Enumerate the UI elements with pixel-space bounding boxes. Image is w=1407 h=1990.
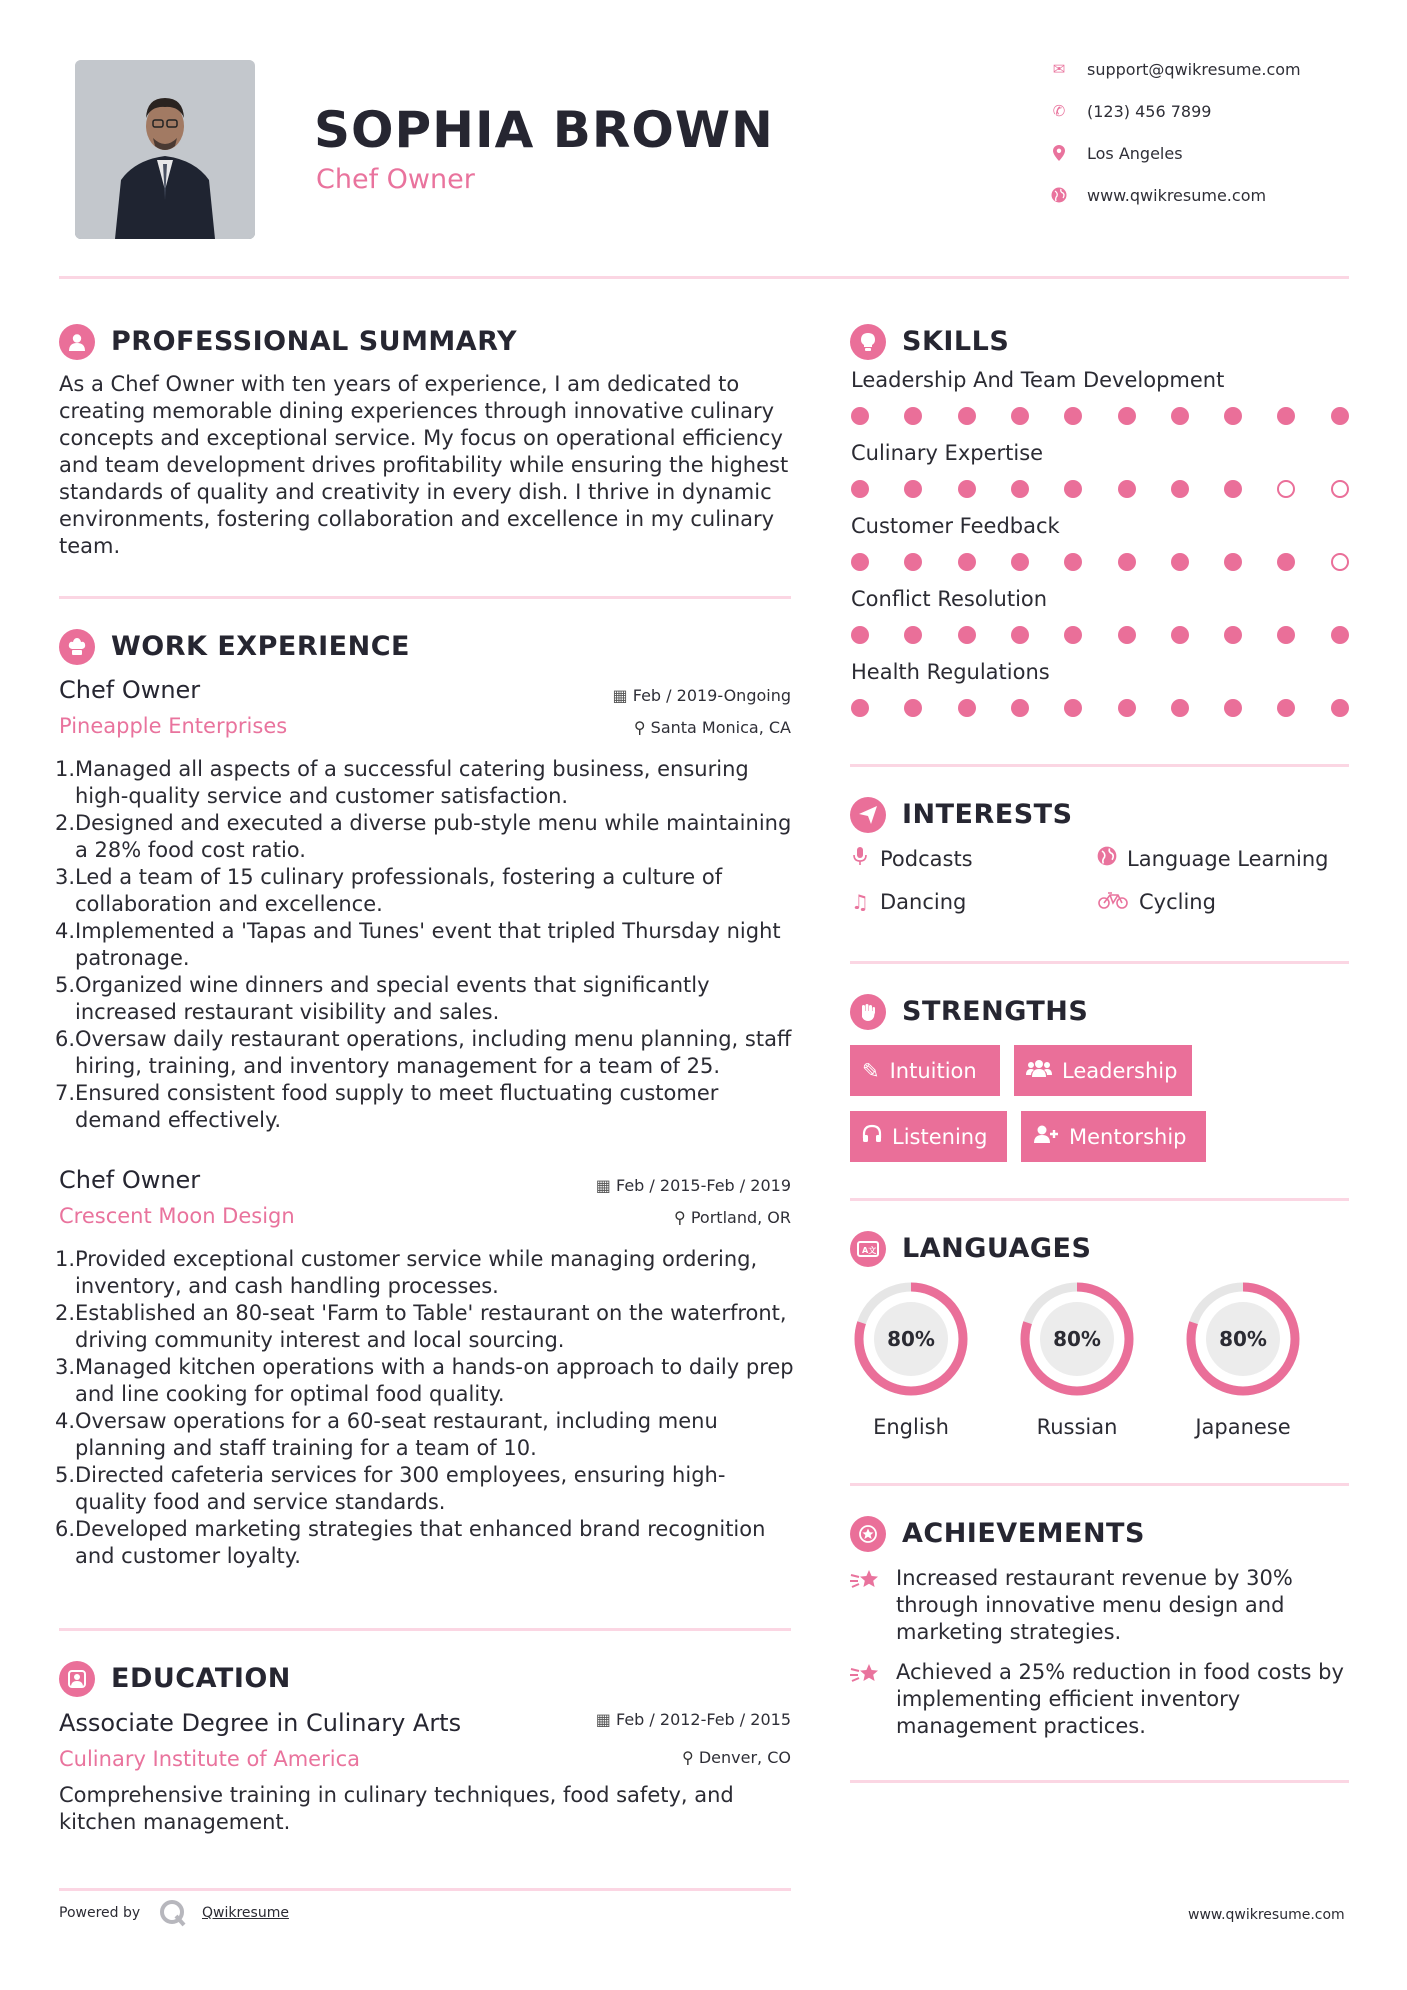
job-duty-text: Led a team of 15 culinary professionals, fostering a culture of collaboration and excellence. [75,865,723,916]
job-duty-item [55,918,795,972]
job-company: Pineapple Enterprises [59,714,288,738]
job-duty-item [55,1516,795,1570]
skill-rating-dot [1277,553,1295,571]
skill-rating-dot [1064,553,1082,571]
skill-rating-dot [1171,407,1189,425]
job-location [580,1208,791,1227]
language-progress-ring [1182,1278,1304,1400]
strength-label: Mentorship [1069,1124,1187,1149]
list-number: 3. [55,865,76,889]
interest-dancing [850,890,966,914]
job-duty-item [55,1026,795,1080]
phone-icon: ✆ [1052,102,1066,120]
skill-rating-dot [1064,407,1082,425]
language-progress-ring [1016,1278,1138,1400]
strengths-divider [850,1198,1349,1201]
job-duty-item [55,972,795,1026]
job-title: Chef Owner [59,676,201,704]
education-location-text: Denver, CO [698,1748,791,1767]
education-text: Comprehensive training in culinary techniques, food safety, and kitchen management. [59,1783,734,1834]
skill-rating-dot [1224,699,1242,717]
skill-label: Culinary Expertise [851,441,1044,465]
map-pin-icon [1050,144,1068,162]
job-duty-item [55,756,795,810]
skill-rating-dot [1224,626,1242,644]
skill-rating-dot [1277,407,1295,425]
job-duty-text: Developed marketing strategies that enhanced brand recognition and customer loyalty. [75,1517,766,1568]
language-percent: 80% [1219,1327,1267,1351]
user-icon [59,324,95,360]
graduate-icon [59,1661,95,1697]
interest-podcasts [850,846,973,871]
paper-plane-icon [850,797,886,833]
skill-rating-dot [1064,699,1082,717]
skill-rating-dot [1331,626,1349,644]
achievements-divider [850,1780,1349,1783]
skill-rating-dot [1011,480,1029,498]
experience-divider [59,1628,791,1631]
shooting-star-icon [850,1661,882,1693]
job-duties-list [55,756,795,1134]
pushpin-icon: ⚲ [633,718,646,737]
job-duty-text: Established an 80-seat 'Farm to Table' restaurant on the waterfront, driving community interest and local sourcing. [75,1301,787,1352]
job-duty-text: Oversaw operations for a 60-seat restaurant, including menu planning and staff training for a team of 10. [75,1409,718,1460]
skill-rating-dot [1118,480,1136,498]
job-company: Crescent Moon Design [59,1204,295,1228]
job-dates [560,1176,791,1195]
job-duty-text: Organized wine dinners and special events that significantly increased restaurant visibility and sales. [75,973,710,1024]
id-card-icon [850,1231,886,1267]
job-location-text: Santa Monica, CA [650,718,791,737]
job-location-text: Portland, OR [690,1208,791,1227]
svg-text:A文: A文 [862,1246,877,1255]
skill-rating-dot [1224,553,1242,571]
list-number: 1. [55,757,76,781]
skill-label: Conflict Resolution [851,587,1048,611]
job-duty-text: Oversaw daily restaurant operations, including menu planning, staff hiring, training, and inventory management for a team of 25. [75,1027,792,1078]
interest-language-learning [1097,846,1328,871]
users-icon [1026,1058,1052,1083]
skill-rating-dot [1224,480,1242,498]
language-percent: 80% [1053,1327,1101,1351]
education-divider [59,1888,791,1891]
chef-hat-icon [59,629,95,665]
job-title: Chef Owner [59,1166,201,1194]
interest-label: Podcasts [880,846,973,871]
list-number: 2. [55,811,76,835]
fist-icon [850,994,886,1030]
list-number: 2. [55,1301,76,1325]
skill-rating-dot [851,699,869,717]
job-duty-text: Managed all aspects of a successful catering business, ensuring high-quality service and customer satisfaction. [75,757,749,808]
skill-rating-dot [1011,407,1029,425]
skill-label: Customer Feedback [851,514,1060,538]
skill-rating-dot [904,407,922,425]
skill-rating-dot [1118,626,1136,644]
skill-rating-dot [1011,553,1029,571]
education-dates [560,1710,791,1729]
shooting-star-icon [850,1567,882,1599]
user-plus-icon [1033,1124,1059,1149]
job-duties-list [55,1246,795,1570]
strength-label: Leadership [1062,1058,1178,1083]
skill-rating-dot [851,626,869,644]
candidate-role: Chef Owner [316,164,475,195]
skill-rating-dot [1331,407,1349,425]
footer-brand-link[interactable]: Qwikresume [202,1905,289,1921]
achievement-item: Achieved a 25% reduction in food costs by implementing efficient inventory management practices. [896,1660,1344,1738]
job-duty-item [55,1246,795,1300]
footer-url[interactable]: www.qwikresume.com [1188,1907,1345,1923]
list-number: 1. [55,1247,76,1271]
summary-text: As a Chef Owner with ten years of experience, I am dedicated to creating memorable dining experiences through innovative culinary concepts and exceptional service. My focus on operational efficiency and team development drives profitability while ensuring the highest standards of quality and creativity in every dish. I thrive in dynamic environments, fostering collaboration and excellence in my culinary team. [59,372,789,558]
profile-photo [75,60,255,239]
pushpin-icon: ⚲ [682,1748,694,1767]
skill-rating-dot [851,407,869,425]
skill-rating-dot [958,626,976,644]
skill-rating-dot [1118,407,1136,425]
job-duty-item [55,1080,795,1134]
list-number: 6. [55,1027,76,1051]
list-number: 5. [55,1463,76,1487]
skill-rating-dot [1277,699,1295,717]
job-dates [580,686,791,705]
skill-rating-dot [1011,699,1029,717]
job-dates-text: Feb / 2019-Ongoing [632,686,791,705]
interest-label: Cycling [1139,890,1216,914]
skill-rating-dot [1277,626,1295,644]
skill-rating-dot [1118,699,1136,717]
skill-rating-dot [1011,626,1029,644]
job-duty-text: Designed and executed a diverse pub-style menu while maintaining a 28% food cost ratio. [75,811,792,862]
job-location [580,718,791,737]
skill-rating-dot [1224,407,1242,425]
skill-rating-dot [904,480,922,498]
skill-label: Health Regulations [851,660,1050,684]
experience-heading: WORK EXPERIENCE [111,631,410,662]
contact-website[interactable]: www.qwikresume.com [1087,186,1267,205]
skill-rating-dot [1331,480,1349,498]
contact-email[interactable]: support@qwikresume.com [1087,60,1301,79]
magic-wand-icon: ✎ [862,1058,880,1083]
calendar-icon: ▦ [595,1710,611,1729]
strength-label: Intuition [889,1058,977,1083]
summary-heading: PROFESSIONAL SUMMARY [111,326,518,357]
interests-divider [850,961,1349,964]
education-dates-text: Feb / 2012-Feb / 2015 [616,1710,791,1729]
job-duty-item [55,1462,795,1516]
strength-chip-intuition [850,1045,1000,1096]
skill-rating-dot [958,480,976,498]
skill-rating-dot [851,553,869,571]
strength-chip-mentorship [1021,1111,1206,1162]
skills-heading: SKILLS [902,326,1010,357]
list-number: 3. [55,1355,76,1379]
skill-rating-dot [958,699,976,717]
skill-rating-dot [904,553,922,571]
job-duty-text: Managed kitchen operations with a hands-on approach to daily prep and line cooking for optimal food quality. [75,1355,794,1406]
achievements-heading: ACHIEVEMENTS [902,1518,1145,1549]
contact-location: Los Angeles [1087,144,1183,163]
skill-rating-dot [904,699,922,717]
job-duty-item [55,810,795,864]
language-name: Japanese [1195,1415,1291,1439]
footer-powered-by: Powered by [59,1905,141,1921]
skill-rating-dot [958,553,976,571]
skill-rating-dot [851,480,869,498]
job-duty-text: Provided exceptional customer service while managing ordering, inventory, and cash handling processes. [75,1247,758,1298]
achievement-item: Increased restaurant revenue by 30% through innovative menu design and marketing strategies. [896,1566,1293,1644]
header-divider [59,276,1349,279]
list-number: 7. [55,1081,76,1105]
interest-cycling [1097,890,1216,914]
language-progress-ring [850,1278,972,1400]
list-number: 5. [55,973,76,997]
job-duty-item [55,1300,795,1354]
qwikresume-logo-icon [158,1898,188,1928]
list-number: 4. [55,919,76,943]
job-duty-item [55,1354,795,1408]
job-duty-item [55,864,795,918]
languages-heading: LANGUAGES [902,1233,1092,1264]
language-name: Russian [1036,1415,1118,1439]
skill-rating-dot [958,407,976,425]
skill-label: Leadership And Team Development [851,368,1225,392]
skill-rating-dot [1171,480,1189,498]
job-dates-text: Feb / 2015-Feb / 2019 [616,1176,791,1195]
degree-title: Associate Degree in Culinary Arts [59,1709,462,1737]
calendar-icon: ▦ [595,1176,611,1195]
education-location [580,1748,791,1767]
skill-rating-dot [904,626,922,644]
globe-icon [1050,186,1068,204]
list-number: 4. [55,1409,76,1433]
music-note-icon: ♫ [851,890,869,914]
job-duty-text: Directed cafeteria services for 300 employees, ensuring high-quality food and service standards. [75,1463,726,1514]
languages-divider [850,1483,1349,1486]
language-name: English [873,1415,949,1439]
summary-divider [59,596,791,599]
interests-heading: INTERESTS [902,799,1073,830]
school-name: Culinary Institute of America [59,1747,360,1771]
globe-icon [1097,846,1117,871]
job-duty-text: Ensured consistent food supply to meet fluctuating customer demand effectively. [75,1081,719,1132]
bicycle-icon [1097,890,1129,914]
skill-rating-dot [1118,553,1136,571]
microphone-icon [850,846,870,871]
star-badge-icon [850,1516,886,1552]
skill-rating-dot [1171,699,1189,717]
envelope-icon: ✉ [1052,60,1066,78]
skill-rating-dot [1171,626,1189,644]
strengths-heading: STRENGTHS [902,996,1089,1027]
skill-rating-dot [1171,553,1189,571]
interest-label: Language Learning [1127,846,1329,871]
candidate-name: SOPHIA BROWN [314,101,774,159]
skill-rating-dot [1064,480,1082,498]
strength-chip-leadership [1014,1045,1192,1096]
calendar-icon: ▦ [612,686,628,705]
skill-rating-dot [1064,626,1082,644]
lightbulb-icon [850,324,886,360]
job-duty-text: Implemented a 'Tapas and Tunes' event that tripled Thursday night patronage. [75,919,781,970]
skills-divider [850,764,1349,767]
skill-rating-dot [1331,553,1349,571]
strength-label: Listening [892,1124,988,1149]
skill-rating-dot [1331,699,1349,717]
contact-phone: (123) 456 7899 [1087,102,1212,121]
language-percent: 80% [887,1327,935,1351]
interest-label: Dancing [880,890,967,914]
strength-chip-listening [850,1111,1007,1162]
list-number: 6. [55,1517,76,1541]
skill-rating-dot [1277,480,1295,498]
job-duty-item [55,1408,795,1462]
education-heading: EDUCATION [111,1663,291,1694]
headphones-icon [862,1124,882,1149]
pushpin-icon: ⚲ [674,1208,686,1227]
